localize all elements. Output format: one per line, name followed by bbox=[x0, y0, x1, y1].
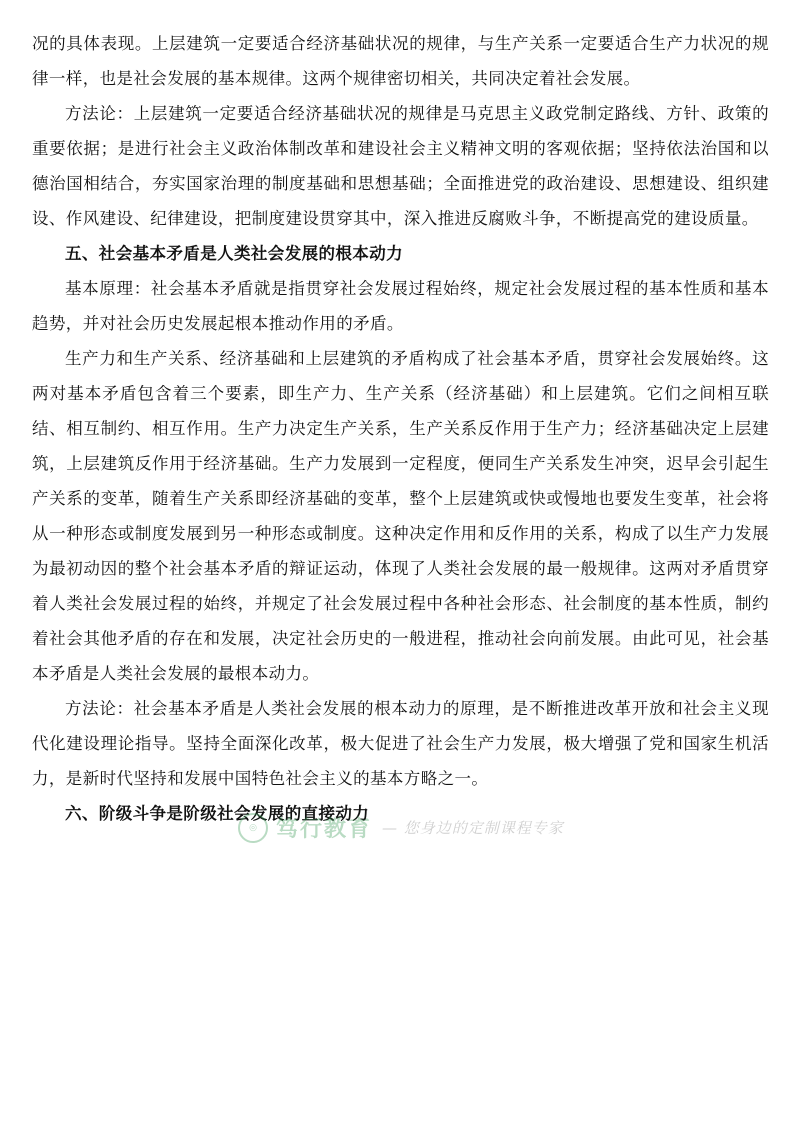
section-heading-5: 五、社会基本矛盾是人类社会发展的根本动力 bbox=[65, 244, 403, 263]
paragraph-basic-principle: 基本原理：社会基本矛盾就是指贯穿社会发展过程始终，规定社会发展过程的基本性质和基本趋势，并对社会历史发展起根本推动作用的矛盾。 bbox=[32, 279, 769, 333]
document-page bbox=[32, 26, 769, 831]
paragraph-methodology-contradiction: 方法论：社会基本矛盾是人类社会发展的根本动力的原理，是不断推进改革开放和社会主义现代化建设理论指导。坚持全面深化改革，极大促进了社会生产力发展，极大增强了党和国家生机活力，是新时代坚持和发展中国特色社会主义的基本方略之一。 bbox=[32, 699, 769, 788]
paragraph-continuation: 况的具体表现。上层建筑一定要适合经济基础状况的规律，与生产关系一定要适合生产力状况的规律一样，也是社会发展的基本规律。这两个规律密切相关，共同决定着社会发展。 bbox=[32, 34, 769, 88]
paragraph-basic-contradiction: 生产力和生产关系、经济基础和上层建筑的矛盾构成了社会基本矛盾，贯穿社会发展始终。这两对基本矛盾包含着三个要素，即生产力、生产关系（经济基础）和上层建筑。它们之间相互联结、相互制约、相互作用。生产力决定生产关系，生产关系反作用于生产力；经济基础决定上层建筑，上层建筑反作用于经济基础。生产力发展到一定程度，便同生产关系发生冲突，迟早会引起生产关系的变革，随着生产关系即经济基础的变革，整个上层建筑或快或慢地也要发生变革，社会将从一种形态或制度发展到另一种形态或制度。这种决定作用和反作用的关系，构成了以生产力发展为最初动因的整个社会基本矛盾的辩证运动，体现了人类社会发展的最一般规律。这两对矛盾贯穿着人类社会发展过程的始终，并规定了社会发展过程中各种社会形态、社会制度的基本性质，制约着社会其他矛盾的存在和发展，决定社会历史的一般进程，推动社会向前发展。由此可见，社会基本矛盾是人类社会发展的最根本动力。 bbox=[32, 349, 769, 683]
watermark-brand: 笃行教育 bbox=[276, 817, 373, 842]
watermark-logo-icon: ◎ bbox=[238, 813, 268, 843]
watermark-slogan: — 您身边的定制课程专家 bbox=[382, 819, 564, 837]
section-heading-6: 六、阶级斗争是阶级社会发展的直接动力 bbox=[65, 804, 370, 823]
paragraph-methodology-superstructure: 方法论：上层建筑一定要适合经济基础状况的规律是马克思主义政党制定路线、方针、政策的重要依据；是进行社会主义政治体制改革和建设社会主义精神文明的客观依据；坚持依法治国和以德治国相结合，夯实国家治理的制度基础和思想基础；全面推进党的政治建设、思想建设、组织建设、作风建设、纪律建设，把制度建设贯穿其中，深入推进反腐败斗争，不断提高党的建设质量。 bbox=[32, 104, 769, 228]
